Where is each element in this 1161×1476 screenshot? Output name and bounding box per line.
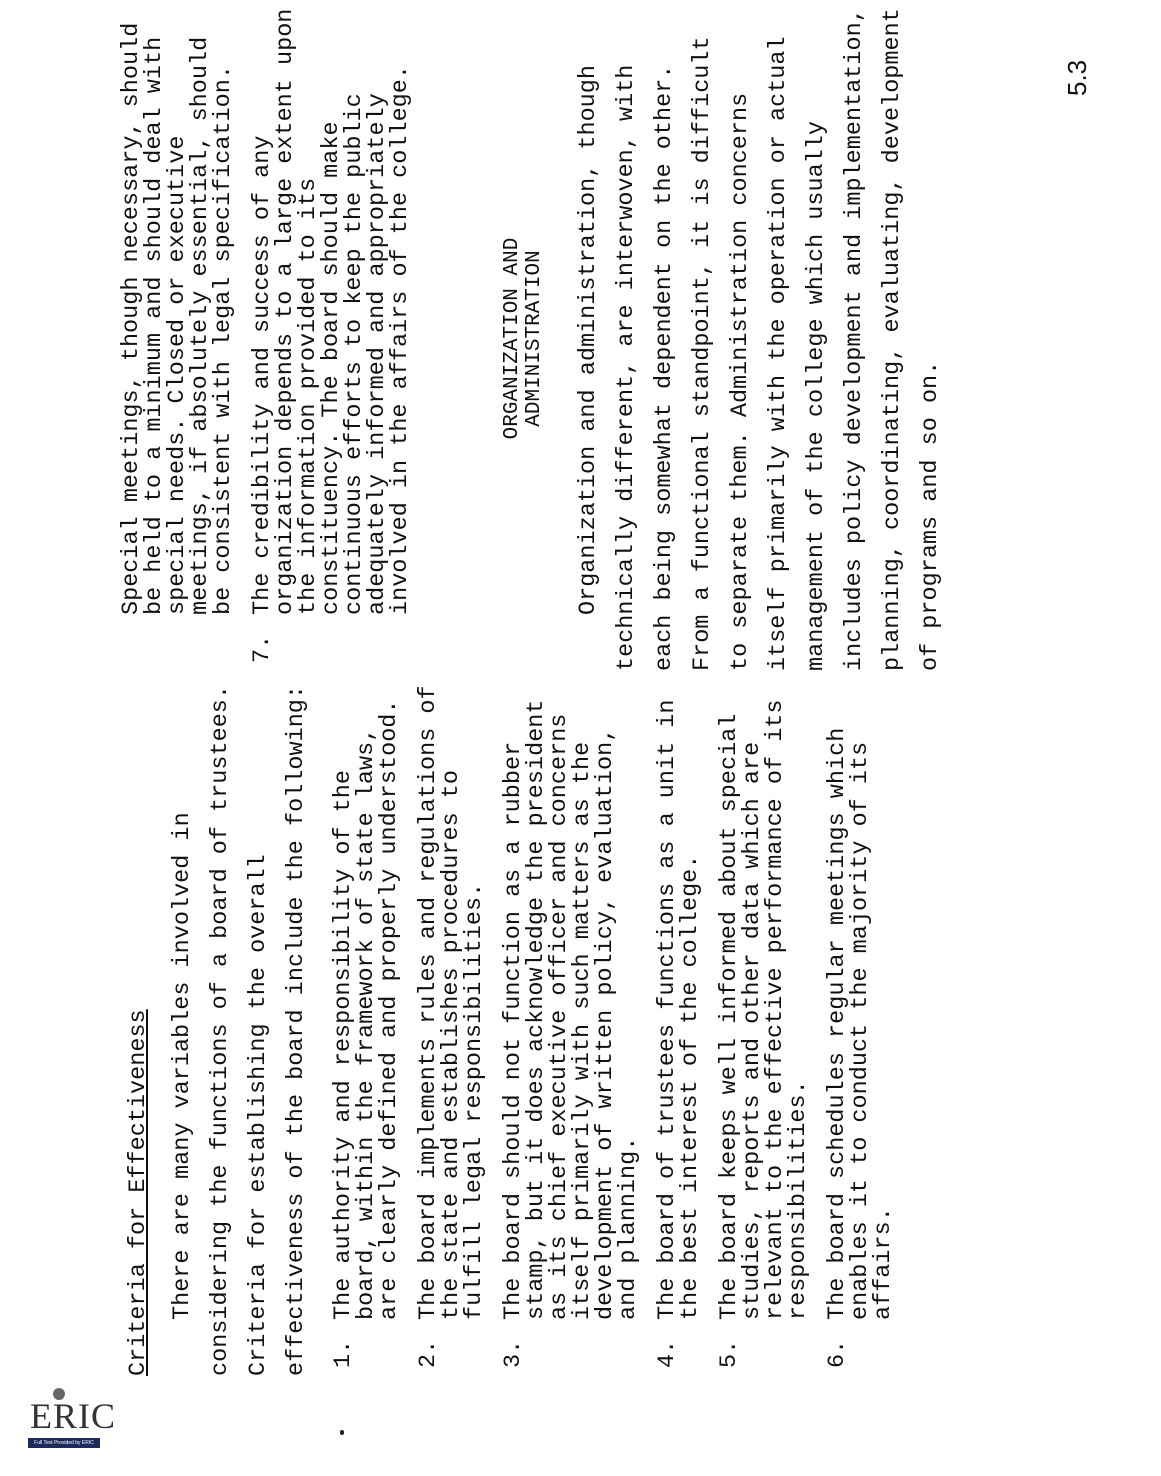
continuation-text bbox=[120, 6, 235, 671]
criteria-intro-paragraph: There are many variables involved in considering the functions of a board of trustees. Criteria for establishing the overall effectiveness of the board include the following: bbox=[169, 684, 310, 1376]
logo-tagline: Full Text Provided by ERIC bbox=[28, 1438, 100, 1448]
continuation-paragraph: Special meetings, though necessary, should be held to a minimum and should deal with special needs. Closed or executive meetings, if absolutely essential, should be consistent with legal specification. bbox=[118, 22, 237, 615]
item-number: 3. bbox=[500, 1339, 527, 1368]
section-heading-line: ADMINISTRATION bbox=[523, 250, 546, 427]
item-text: The credibility and success of any organization depends to a large extent upon the information provided to its constituency. The board should make continuous efforts to keep the public adequately informed and appropriately involved in the affairs of the college. bbox=[249, 8, 414, 615]
item-text: The board implements rules and regulations of the state and establishes procedures to fulfill legal responsibilities. bbox=[415, 685, 488, 1320]
criteria-item bbox=[718, 676, 810, 1376]
logo-wordmark: ERIC bbox=[30, 1396, 117, 1436]
criteria-item bbox=[656, 676, 702, 1376]
item-number: 5. bbox=[716, 1339, 743, 1368]
criteria-item bbox=[251, 6, 412, 671]
criteria-heading: Criteria for Effectiveness bbox=[125, 1009, 152, 1376]
organization-paragraph: Organization and administration, though technically different, are interwoven, with each being somewhat dependent on the other. From a functional standpoint, it is difficult to separate them. Administration concerns itself primarily with the operation or actual management of the college which usually includes policy development and implementation, planning, coordinating, evaluating, development of programs and so on. bbox=[575, 8, 944, 671]
eric-logo bbox=[28, 1388, 117, 1452]
criteria-item bbox=[502, 676, 640, 1376]
item-number: 7. bbox=[249, 634, 276, 663]
item-text: The authority and responsibility of the board, within the framework of state laws, are clearly defined and properly understood. bbox=[330, 699, 403, 1320]
criteria-item bbox=[417, 676, 486, 1376]
item-text: The board should not function as a rubber stamp, but it does acknowledge the president as its chief executive officer and concerns itself primarily with such matters as the development of written policy, evaluation, and planning. bbox=[500, 699, 642, 1320]
section-heading-line: ORGANIZATION AND bbox=[501, 237, 524, 440]
organization-column bbox=[120, 6, 950, 671]
item-number: 2. bbox=[415, 1339, 442, 1368]
item-text: The board schedules regular meetings which enables it to conduct the majority of its affairs. bbox=[824, 727, 897, 1320]
item-text: The board keeps well informed about special studies, reports and other data which are relevant to the effective performance of its responsibilities. bbox=[716, 699, 812, 1320]
criteria-item bbox=[826, 676, 895, 1376]
item-number: 6. bbox=[824, 1339, 851, 1368]
item-text: The board of trustees functions as a unit in the best interest of the college. bbox=[654, 699, 704, 1320]
page-number: 5.3 bbox=[1062, 59, 1092, 96]
item-number: 1. bbox=[330, 1339, 357, 1368]
section-heading bbox=[502, 6, 546, 671]
criteria-item bbox=[332, 676, 401, 1376]
scan-mark bbox=[340, 1430, 344, 1435]
item-number: 4. bbox=[654, 1339, 681, 1368]
criteria-column bbox=[120, 676, 895, 1376]
